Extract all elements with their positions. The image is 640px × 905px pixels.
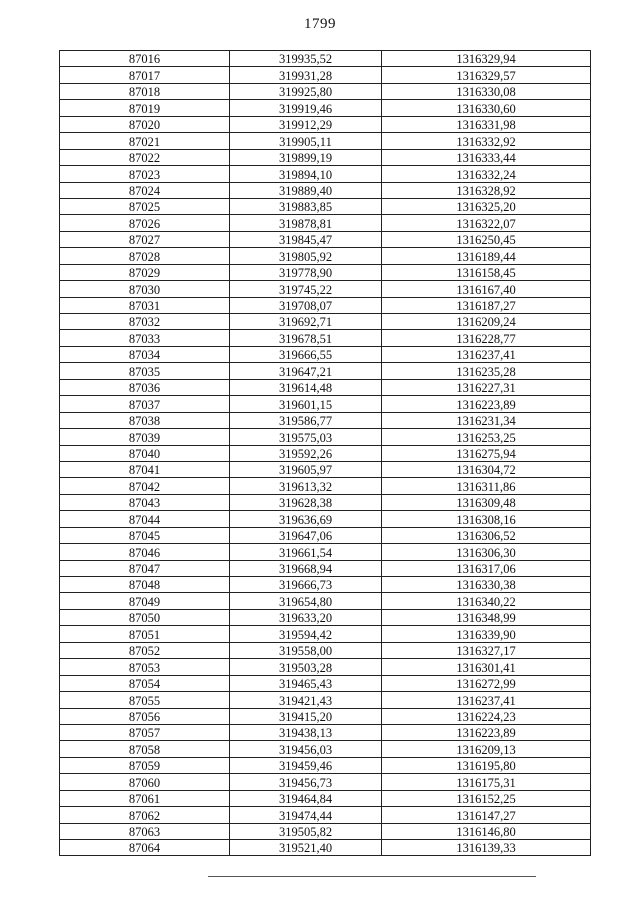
- y-coordinate-cell: 1316332,24: [382, 166, 591, 182]
- point-number-cell: 87027: [60, 231, 230, 247]
- table-row: [60, 642, 591, 658]
- point-number-cell: 87016: [60, 51, 230, 67]
- x-coordinate-cell: 319925,80: [230, 83, 382, 99]
- point-number-cell: 87029: [60, 264, 230, 280]
- table-row: [60, 659, 591, 675]
- y-coordinate-cell: 1316304,72: [382, 461, 591, 477]
- table-row: [60, 116, 591, 132]
- x-coordinate-cell: 319899,19: [230, 149, 382, 165]
- point-number-cell: 87061: [60, 790, 230, 806]
- x-coordinate-cell: 319668,94: [230, 560, 382, 576]
- y-coordinate-cell: 1316237,41: [382, 346, 591, 362]
- table-row: [60, 51, 591, 67]
- table-row: [60, 840, 591, 856]
- table-row: [60, 560, 591, 576]
- point-number-cell: 87048: [60, 577, 230, 593]
- table-row: [60, 133, 591, 149]
- y-coordinate-cell: 1316235,28: [382, 363, 591, 379]
- table-row: [60, 297, 591, 313]
- point-number-cell: 87025: [60, 198, 230, 214]
- x-coordinate-cell: 319464,84: [230, 790, 382, 806]
- y-coordinate-cell: 1316209,24: [382, 314, 591, 330]
- point-number-cell: 87018: [60, 83, 230, 99]
- y-coordinate-cell: 1316195,80: [382, 757, 591, 773]
- point-number-cell: 87028: [60, 248, 230, 264]
- point-number-cell: 87053: [60, 659, 230, 675]
- table-row: [60, 511, 591, 527]
- y-coordinate-cell: 1316308,16: [382, 511, 591, 527]
- x-coordinate-cell: 319601,15: [230, 396, 382, 412]
- point-number-cell: 87040: [60, 445, 230, 461]
- y-coordinate-cell: 1316275,94: [382, 445, 591, 461]
- y-coordinate-cell: 1316189,44: [382, 248, 591, 264]
- point-number-cell: 87039: [60, 429, 230, 445]
- y-coordinate-cell: 1316167,40: [382, 281, 591, 297]
- point-number-cell: 87019: [60, 100, 230, 116]
- x-coordinate-cell: 319883,85: [230, 198, 382, 214]
- x-coordinate-cell: 319614,48: [230, 379, 382, 395]
- x-coordinate-cell: 319415,20: [230, 708, 382, 724]
- x-coordinate-cell: 319575,03: [230, 429, 382, 445]
- point-number-cell: 87044: [60, 511, 230, 527]
- y-coordinate-cell: 1316348,99: [382, 609, 591, 625]
- x-coordinate-cell: 319894,10: [230, 166, 382, 182]
- y-coordinate-cell: 1316146,80: [382, 823, 591, 839]
- table-row: [60, 577, 591, 593]
- x-coordinate-cell: 319586,77: [230, 412, 382, 428]
- y-coordinate-cell: 1316147,27: [382, 807, 591, 823]
- table-row: [60, 346, 591, 362]
- y-coordinate-cell: 1316331,98: [382, 116, 591, 132]
- table-row: [60, 527, 591, 543]
- table-row: [60, 724, 591, 740]
- y-coordinate-cell: 1316224,23: [382, 708, 591, 724]
- x-coordinate-cell: 319613,32: [230, 478, 382, 494]
- x-coordinate-cell: 319628,38: [230, 494, 382, 510]
- y-coordinate-cell: 1316209,13: [382, 741, 591, 757]
- table-row: [60, 166, 591, 182]
- y-coordinate-cell: 1316332,92: [382, 133, 591, 149]
- table-row: [60, 445, 591, 461]
- table-row: [60, 379, 591, 395]
- x-coordinate-cell: 319912,29: [230, 116, 382, 132]
- y-coordinate-cell: 1316329,57: [382, 67, 591, 83]
- point-number-cell: 87020: [60, 116, 230, 132]
- table-row: [60, 363, 591, 379]
- point-number-cell: 87031: [60, 297, 230, 313]
- y-coordinate-cell: 1316301,41: [382, 659, 591, 675]
- x-coordinate-cell: 319661,54: [230, 544, 382, 560]
- y-coordinate-cell: 1316306,30: [382, 544, 591, 560]
- point-number-cell: 87054: [60, 675, 230, 691]
- table-row: [60, 67, 591, 83]
- page-number: 1799: [304, 16, 336, 32]
- y-coordinate-cell: 1316311,86: [382, 478, 591, 494]
- x-coordinate-cell: 319456,03: [230, 741, 382, 757]
- y-coordinate-cell: 1316152,25: [382, 790, 591, 806]
- y-coordinate-cell: 1316187,27: [382, 297, 591, 313]
- table-row: [60, 708, 591, 724]
- point-number-cell: 87032: [60, 314, 230, 330]
- x-coordinate-cell: 319456,73: [230, 774, 382, 790]
- x-coordinate-cell: 319465,43: [230, 675, 382, 691]
- y-coordinate-cell: 1316231,34: [382, 412, 591, 428]
- table-row: [60, 478, 591, 494]
- y-coordinate-cell: 1316317,06: [382, 560, 591, 576]
- point-number-cell: 87052: [60, 642, 230, 658]
- x-coordinate-cell: 319666,73: [230, 577, 382, 593]
- point-number-cell: 87063: [60, 823, 230, 839]
- table-row: [60, 330, 591, 346]
- table-row: [60, 198, 591, 214]
- point-number-cell: 87038: [60, 412, 230, 428]
- table-row: [60, 626, 591, 642]
- point-number-cell: 87026: [60, 215, 230, 231]
- x-coordinate-cell: 319935,52: [230, 51, 382, 67]
- table-row: [60, 396, 591, 412]
- point-number-cell: 87030: [60, 281, 230, 297]
- y-coordinate-cell: 1316333,44: [382, 149, 591, 165]
- x-coordinate-cell: 319931,28: [230, 67, 382, 83]
- point-number-cell: 87060: [60, 774, 230, 790]
- x-coordinate-cell: 319889,40: [230, 182, 382, 198]
- table-row: [60, 281, 591, 297]
- table-row: [60, 182, 591, 198]
- point-number-cell: 87056: [60, 708, 230, 724]
- point-number-cell: 87049: [60, 593, 230, 609]
- y-coordinate-cell: 1316306,52: [382, 527, 591, 543]
- coordinates-table-body: [60, 51, 591, 856]
- table-row: [60, 593, 591, 609]
- x-coordinate-cell: 319654,80: [230, 593, 382, 609]
- point-number-cell: 87046: [60, 544, 230, 560]
- x-coordinate-cell: 319919,46: [230, 100, 382, 116]
- table-row: [60, 774, 591, 790]
- y-coordinate-cell: 1316237,41: [382, 692, 591, 708]
- point-number-cell: 87058: [60, 741, 230, 757]
- y-coordinate-cell: 1316325,20: [382, 198, 591, 214]
- x-coordinate-cell: 319592,26: [230, 445, 382, 461]
- table-row: [60, 314, 591, 330]
- table-row: [60, 757, 591, 773]
- y-coordinate-cell: 1316328,92: [382, 182, 591, 198]
- y-coordinate-cell: 1316250,45: [382, 231, 591, 247]
- point-number-cell: 87035: [60, 363, 230, 379]
- x-coordinate-cell: 319647,06: [230, 527, 382, 543]
- y-coordinate-cell: 1316253,25: [382, 429, 591, 445]
- x-coordinate-cell: 319636,69: [230, 511, 382, 527]
- y-coordinate-cell: 1316330,08: [382, 83, 591, 99]
- point-number-cell: 87037: [60, 396, 230, 412]
- point-number-cell: 87059: [60, 757, 230, 773]
- y-coordinate-cell: 1316228,77: [382, 330, 591, 346]
- x-coordinate-cell: 319678,51: [230, 330, 382, 346]
- table-row: [60, 823, 591, 839]
- point-number-cell: 87062: [60, 807, 230, 823]
- x-coordinate-cell: 319745,22: [230, 281, 382, 297]
- table-row: [60, 264, 591, 280]
- x-coordinate-cell: 319521,40: [230, 840, 382, 856]
- x-coordinate-cell: 319503,28: [230, 659, 382, 675]
- x-coordinate-cell: 319692,71: [230, 314, 382, 330]
- x-coordinate-cell: 319708,07: [230, 297, 382, 313]
- point-number-cell: 87021: [60, 133, 230, 149]
- x-coordinate-cell: 319878,81: [230, 215, 382, 231]
- y-coordinate-cell: 1316327,17: [382, 642, 591, 658]
- table-row: [60, 248, 591, 264]
- point-number-cell: 87050: [60, 609, 230, 625]
- x-coordinate-cell: 319558,00: [230, 642, 382, 658]
- point-number-cell: 87017: [60, 67, 230, 83]
- x-coordinate-cell: 319605,97: [230, 461, 382, 477]
- table-row: [60, 412, 591, 428]
- x-coordinate-cell: 319805,92: [230, 248, 382, 264]
- y-coordinate-cell: 1316175,31: [382, 774, 591, 790]
- y-coordinate-cell: 1316330,38: [382, 577, 591, 593]
- x-coordinate-cell: 319666,55: [230, 346, 382, 362]
- x-coordinate-cell: 319633,20: [230, 609, 382, 625]
- table-row: [60, 429, 591, 445]
- table-row: [60, 807, 591, 823]
- point-number-cell: 87057: [60, 724, 230, 740]
- footer-rule: [208, 876, 536, 877]
- table-row: [60, 544, 591, 560]
- y-coordinate-cell: 1316139,33: [382, 840, 591, 856]
- point-number-cell: 87042: [60, 478, 230, 494]
- point-number-cell: 87041: [60, 461, 230, 477]
- x-coordinate-cell: 319647,21: [230, 363, 382, 379]
- point-number-cell: 87047: [60, 560, 230, 576]
- point-number-cell: 87043: [60, 494, 230, 510]
- y-coordinate-cell: 1316322,07: [382, 215, 591, 231]
- point-number-cell: 87051: [60, 626, 230, 642]
- table-row: [60, 215, 591, 231]
- y-coordinate-cell: 1316227,31: [382, 379, 591, 395]
- point-number-cell: 87023: [60, 166, 230, 182]
- point-number-cell: 87055: [60, 692, 230, 708]
- y-coordinate-cell: 1316272,99: [382, 675, 591, 691]
- table-row: [60, 83, 591, 99]
- x-coordinate-cell: 319905,11: [230, 133, 382, 149]
- point-number-cell: 87036: [60, 379, 230, 395]
- y-coordinate-cell: 1316158,45: [382, 264, 591, 280]
- x-coordinate-cell: 319594,42: [230, 626, 382, 642]
- point-number-cell: 87024: [60, 182, 230, 198]
- point-number-cell: 87064: [60, 840, 230, 856]
- table-row: [60, 100, 591, 116]
- table-row: [60, 790, 591, 806]
- table-row: [60, 231, 591, 247]
- x-coordinate-cell: 319474,44: [230, 807, 382, 823]
- table-row: [60, 609, 591, 625]
- y-coordinate-cell: 1316329,94: [382, 51, 591, 67]
- table-row: [60, 675, 591, 691]
- table-row: [60, 741, 591, 757]
- y-coordinate-cell: 1316223,89: [382, 724, 591, 740]
- y-coordinate-cell: 1316340,22: [382, 593, 591, 609]
- point-number-cell: 87034: [60, 346, 230, 362]
- y-coordinate-cell: 1316339,90: [382, 626, 591, 642]
- point-number-cell: 87033: [60, 330, 230, 346]
- x-coordinate-cell: 319421,43: [230, 692, 382, 708]
- point-number-cell: 87022: [60, 149, 230, 165]
- point-number-cell: 87045: [60, 527, 230, 543]
- x-coordinate-cell: 319459,46: [230, 757, 382, 773]
- table-row: [60, 461, 591, 477]
- x-coordinate-cell: 319845,47: [230, 231, 382, 247]
- y-coordinate-cell: 1316330,60: [382, 100, 591, 116]
- x-coordinate-cell: 319778,90: [230, 264, 382, 280]
- y-coordinate-cell: 1316309,48: [382, 494, 591, 510]
- coordinates-table: [59, 50, 591, 856]
- x-coordinate-cell: 319438,13: [230, 724, 382, 740]
- table-row: [60, 494, 591, 510]
- y-coordinate-cell: 1316223,89: [382, 396, 591, 412]
- table-row: [60, 149, 591, 165]
- table-row: [60, 692, 591, 708]
- x-coordinate-cell: 319505,82: [230, 823, 382, 839]
